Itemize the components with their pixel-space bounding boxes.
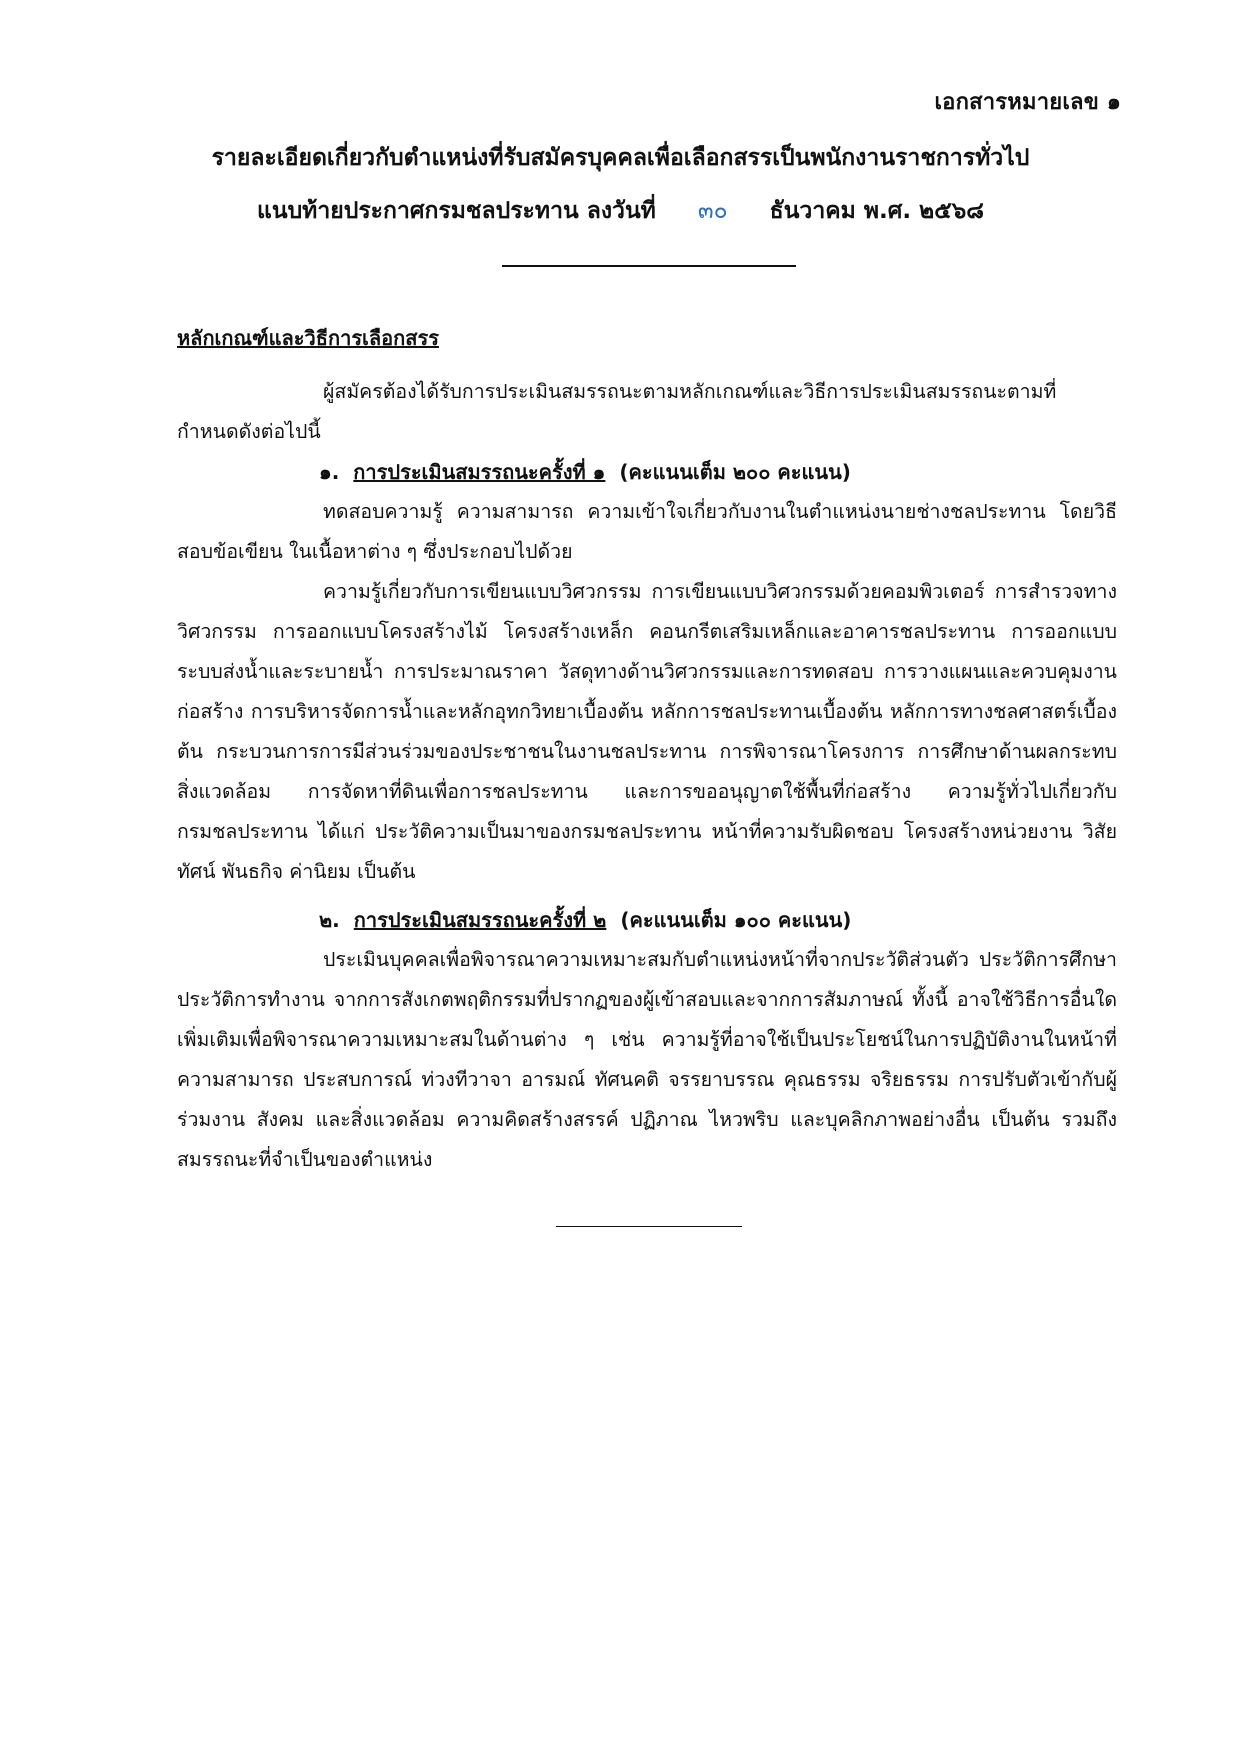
subtitle-prefix: แนบท้ายประกาศกรมชลประทาน ลงวันที่: [257, 198, 656, 224]
item-2-heading: [177, 900, 1117, 940]
subtitle-suffix: ธันวาคม พ.ศ. ๒๕๖๘: [769, 198, 984, 224]
item-1-title: การประเมินสมรรถนะครั้งที่ ๑: [353, 460, 606, 484]
item-2-paragraph-1: ประเมินบุคคลเพื่อพิจารณาความเหมาะสมกับตำแหน่งหน้าที่จากประวัติส่วนตัว ประวัติการศึกษา ประวัติการทำงาน จากการสังเกตพฤติกรรมที่ปรากฏของผู้เข้าสอบและจากการสัมภาษณ์ ทั้งนี้ อาจใช้วิธีการอื่นใดเพิ่มเติมเพื่อพิจารณาความเหมาะสมในด้านต่าง ๆ เช่น ความรู้ที่อาจใช้เป็นประโยชน์ในการปฏิบัติงานในหน้าที่ ความสามารถ ประสบการณ์ ท่วงทีวาจา อารมณ์ ทัศนคติ จรรยาบรรณ คุณธรรม จริยธรรม การปรับตัวเข้ากับผู้ร่วมงาน สังคม และสิ่งแวดล้อม ความคิดสร้างสรรค์ ปฏิภาณ ไหวพริบ และบุคลิกภาพอย่างอื่น เป็นต้น รวมถึงสมรรถนะที่จำเป็นของตำแหน่ง: [177, 948, 1117, 1171]
section-heading: หลักเกณฑ์และวิธีการเลือกสรร: [177, 326, 439, 350]
item-1-score: (คะแนนเต็ม ๒๐๐ คะแนน): [619, 460, 851, 484]
item-1-heading: [177, 452, 1117, 492]
document-subtitle: [0, 193, 1241, 229]
item-1-number: ๑.: [319, 460, 340, 484]
end-divider: [556, 1226, 742, 1227]
item-2-title: การประเมินสมรรถนะครั้งที่ ๒: [353, 908, 607, 932]
intro-paragraph: ผู้สมัครต้องได้รับการประเมินสมรรถนะตามหลักเกณฑ์และวิธีการประเมินสมรรถนะตามที่กำหนดดังต่อไปนี้: [177, 380, 1057, 443]
item-1-paragraph-2: ความรู้เกี่ยวกับการเขียนแบบวิศวกรรม การเขียนแบบวิศวกรรมด้วยคอมพิวเตอร์ การสำรวจทางวิศวกรรม การออกแบบโครงสร้างไม้ โครงสร้างเหล็ก คอนกรีตเสริมเหล็กและอาคารชลประทาน การออกแบบระบบส่งน้ำและระบายน้ำ การประมาณราคา วัสดุทางด้านวิศวกรรมและการทดสอบ การวางแผนและควบคุมงานก่อสร้าง การบริหารจัดการน้ำและหลักอุทกวิทยาเบื้องต้น หลักการชลประทานเบื้องต้น หลักการทางชลศาสตร์เบื้องต้น กระบวนการการมีส่วนร่วมของประชาชนในงานชลประทาน การพิจารณาโครงการ การศึกษาด้านผลกระทบสิ่งแวดล้อม การจัดหาที่ดินเพื่อการชลประทาน และการขออนุญาตใช้พื้นที่ก่อสร้าง ความรู้ทั่วไปเกี่ยวกับกรมชลประทาน ได้แก่ ประวัติความเป็นมาของกรมชลประทาน หน้าที่ความรับผิดชอบ โครงสร้างหน่วยงาน วิสัยทัศน์ พันธกิจ ค่านิยม เป็นต้น: [177, 580, 1117, 883]
document-title: รายละเอียดเกี่ยวกับตำแหน่งที่รับสมัครบุคคลเพื่อเลือกสรรเป็นพนักงานราชการทั่วไป: [211, 145, 1030, 171]
item-2-score: (คะแนนเต็ม ๑๐๐ คะแนน): [620, 908, 852, 932]
title-divider: [502, 265, 796, 267]
item-1-paragraph-1: ทดสอบความรู้ ความสามารถ ความเข้าใจเกี่ยวกับงานในตำแหน่งนายช่างชลประทาน โดยวิธีสอบข้อเขียน ในเนื้อหาต่าง ๆ ซึ่งประกอบไปด้วย: [177, 500, 1117, 563]
document-number: เอกสารหมายเลข ๑: [934, 90, 1121, 115]
announcement-day: ๓๐: [697, 198, 728, 224]
section-body: [177, 372, 1117, 1180]
item-2-number: ๒.: [319, 908, 340, 932]
